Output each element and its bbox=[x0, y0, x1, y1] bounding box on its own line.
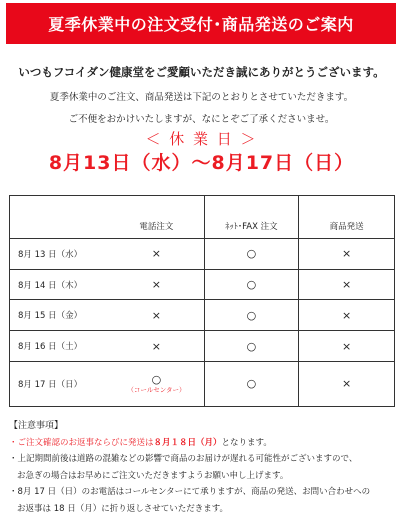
phone-status-cell bbox=[109, 361, 204, 406]
note-1 bbox=[9, 435, 399, 452]
header-phone-order: 電話注文 bbox=[109, 196, 204, 239]
ship-status: × bbox=[299, 239, 395, 270]
note-1-prefix: ・ご注文確認のお返事ならびに発送は bbox=[9, 437, 154, 448]
note-3-line-2: お返事は 18 日（月）に折り返しさせていただきます。 bbox=[17, 503, 229, 514]
net-status: ○ bbox=[204, 239, 299, 270]
phone-status: × bbox=[109, 239, 204, 270]
row-date: 8月 16 日（土） bbox=[10, 331, 110, 362]
ship-status: × bbox=[299, 300, 395, 331]
notes-section bbox=[9, 418, 399, 517]
header-net-fax-order: ﾈｯﾄ･FAX 注文 bbox=[204, 196, 299, 239]
net-status: ○ bbox=[204, 300, 299, 331]
note-1-date: ８月１８日（月） bbox=[153, 437, 222, 448]
intro-line-3: ご不便をおかけいたしますが、なにとぞご了承くださいませ。 bbox=[68, 114, 335, 125]
row-date: 8月 14 日（木） bbox=[10, 269, 110, 300]
note-2-line-2: お急ぎの場合はお早めにご注文いただきますようお願い申し上げます。 bbox=[17, 470, 289, 481]
intro-text bbox=[0, 64, 403, 125]
net-status: ○ bbox=[204, 331, 299, 362]
row-date: 8月 17 日（日） bbox=[10, 361, 110, 406]
header-shipping: 商品発送 bbox=[299, 196, 395, 239]
ship-status: × bbox=[299, 269, 395, 300]
note-2-line-1: ・上記期間前後は道路の混雑などの影響で商品のお届けが遅れる可能性がございますので、 bbox=[9, 454, 358, 464]
table-row bbox=[10, 300, 395, 331]
table-row bbox=[10, 269, 395, 300]
net-status: ○ bbox=[204, 361, 299, 406]
table-row bbox=[10, 361, 395, 406]
banner-title: 夏季休業中の注文受付･商品発送のご案内 bbox=[48, 15, 354, 34]
row-date: 8月 13 日（水） bbox=[10, 239, 110, 270]
schedule-table bbox=[9, 195, 395, 407]
phone-status: × bbox=[109, 269, 204, 300]
intro-line-2: 夏季休業中のご注文、商品発送は下記のとおりとさせていただきます。 bbox=[49, 92, 354, 103]
net-status: ○ bbox=[204, 269, 299, 300]
phone-status: ○ bbox=[151, 373, 162, 387]
note-3-line-1: ・8月 17 日（日）のお電話はコールセンターにて承りますが、商品の発送、お問い合わせへの bbox=[9, 487, 371, 497]
holiday-label: ＜ 休 業 日 ＞ bbox=[145, 130, 258, 148]
header-empty bbox=[10, 196, 110, 239]
call-center-note: （コールセンター） bbox=[127, 386, 186, 395]
holiday-dates: 8月13日（水）～8月17日（日） bbox=[48, 152, 355, 174]
table-row bbox=[10, 239, 395, 270]
notes-heading: 【注意事項】 bbox=[9, 421, 64, 431]
phone-status: × bbox=[109, 300, 204, 331]
ship-status: × bbox=[299, 361, 395, 406]
phone-status: × bbox=[109, 331, 204, 362]
table-row bbox=[10, 331, 395, 362]
row-date: 8月 15 日（金） bbox=[10, 300, 110, 331]
intro-line-1: いつもフコイダン健康堂をご愛顧いただき誠にありがとうございます。 bbox=[18, 65, 385, 79]
notice-banner bbox=[6, 3, 396, 44]
note-1-suffix: となります。 bbox=[221, 437, 272, 448]
ship-status: × bbox=[299, 331, 395, 362]
table-header-row bbox=[10, 196, 395, 239]
